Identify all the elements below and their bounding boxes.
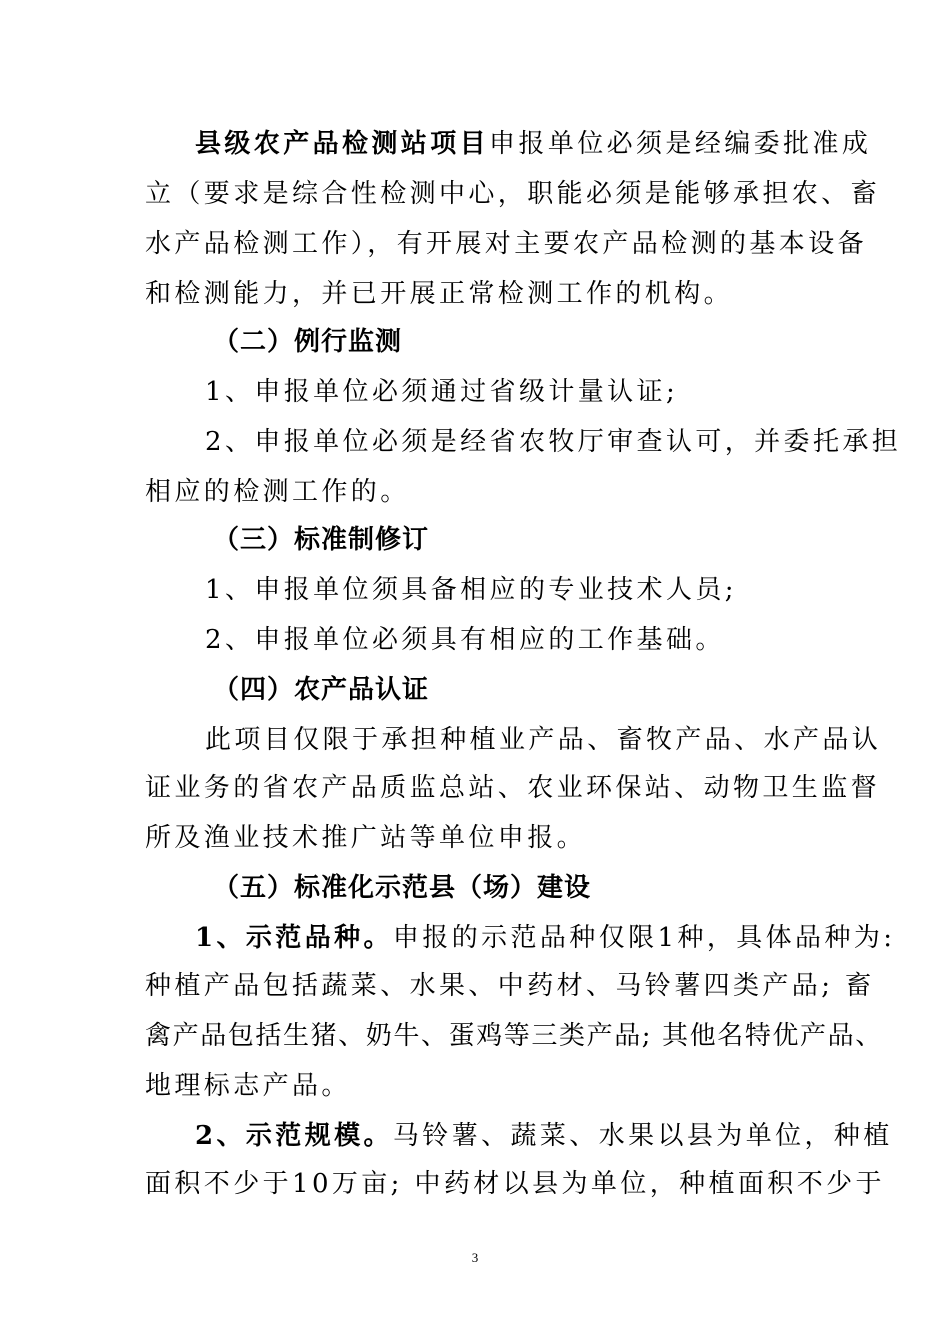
heading-certification: （四）农产品认证: [213, 675, 430, 705]
demo-scale-text: 马铃薯、蔬菜、水果以县为单位，种植: [392, 1121, 893, 1151]
county-station-text: 申报单位必须是经编委批准成: [489, 129, 872, 159]
demo-varieties-line3: 禽产品包括生猪、奶牛、蛋鸡等三类产品; 其他名特优产品、: [145, 1021, 883, 1051]
heading-standard-revision: （三）标准制修订: [213, 525, 430, 555]
routine-item-1: 1、申报单位必须通过省级计量认证;: [205, 377, 679, 407]
paragraph-county-station-line4: 和检测能力，并已开展正常检测工作的机构。: [145, 279, 734, 309]
standard-item-2: 2、申报单位必须具有相应的工作基础。: [205, 625, 725, 655]
demo-varieties-text: 申报的示范品种仅限1种，具体品种为:: [392, 923, 896, 953]
certification-line1: 此项目仅限于承担种植业产品、畜牧产品、水产品认: [205, 725, 882, 755]
paragraph-county-station-line1: [195, 128, 871, 160]
standard-item-1: 1、申报单位须具备相应的专业技术人员;: [205, 575, 737, 605]
demo-scale-line2: 面积不少于10万亩; 中药材以县为单位，种植面积不少于: [145, 1169, 885, 1199]
demo-scale-line1: [195, 1120, 893, 1152]
page-number: 3: [471, 1250, 479, 1265]
heading-demonstration: （五）标准化示范县（场）建设: [213, 873, 592, 903]
certification-line3: 所及渔业技术推广站等单位申报。: [145, 823, 587, 853]
demo-varieties-line2: 种植产品包括蔬菜、水果、中药材、马铃薯四类产品; 畜: [145, 971, 875, 1001]
demo-varieties-line1: [195, 922, 895, 954]
paragraph-county-station-line3: 水产品检测工作），有开展对主要农产品检测的基本设备: [145, 229, 868, 259]
routine-item-2-line1: 2、申报单位必须是经省农牧厅审查认可，并委托承担: [205, 427, 902, 457]
routine-item-2-line2: 相应的检测工作的。: [145, 477, 410, 507]
certification-line2: 证业务的省农产品质监总站、农业环保站、动物卫生监督: [145, 773, 881, 803]
county-station-title: 县级农产品检测站项目: [195, 129, 490, 159]
demo-varieties-line4: 地理标志产品。: [145, 1071, 351, 1101]
demo-varieties-title: 1、示范品种。: [195, 923, 393, 953]
demo-scale-title: 2、示范规模。: [195, 1121, 393, 1151]
paragraph-county-station-line2: 立（要求是综合性检测中心，职能必须是能够承担农、畜: [145, 179, 881, 209]
heading-routine-monitoring: （二）例行监测: [213, 327, 403, 357]
